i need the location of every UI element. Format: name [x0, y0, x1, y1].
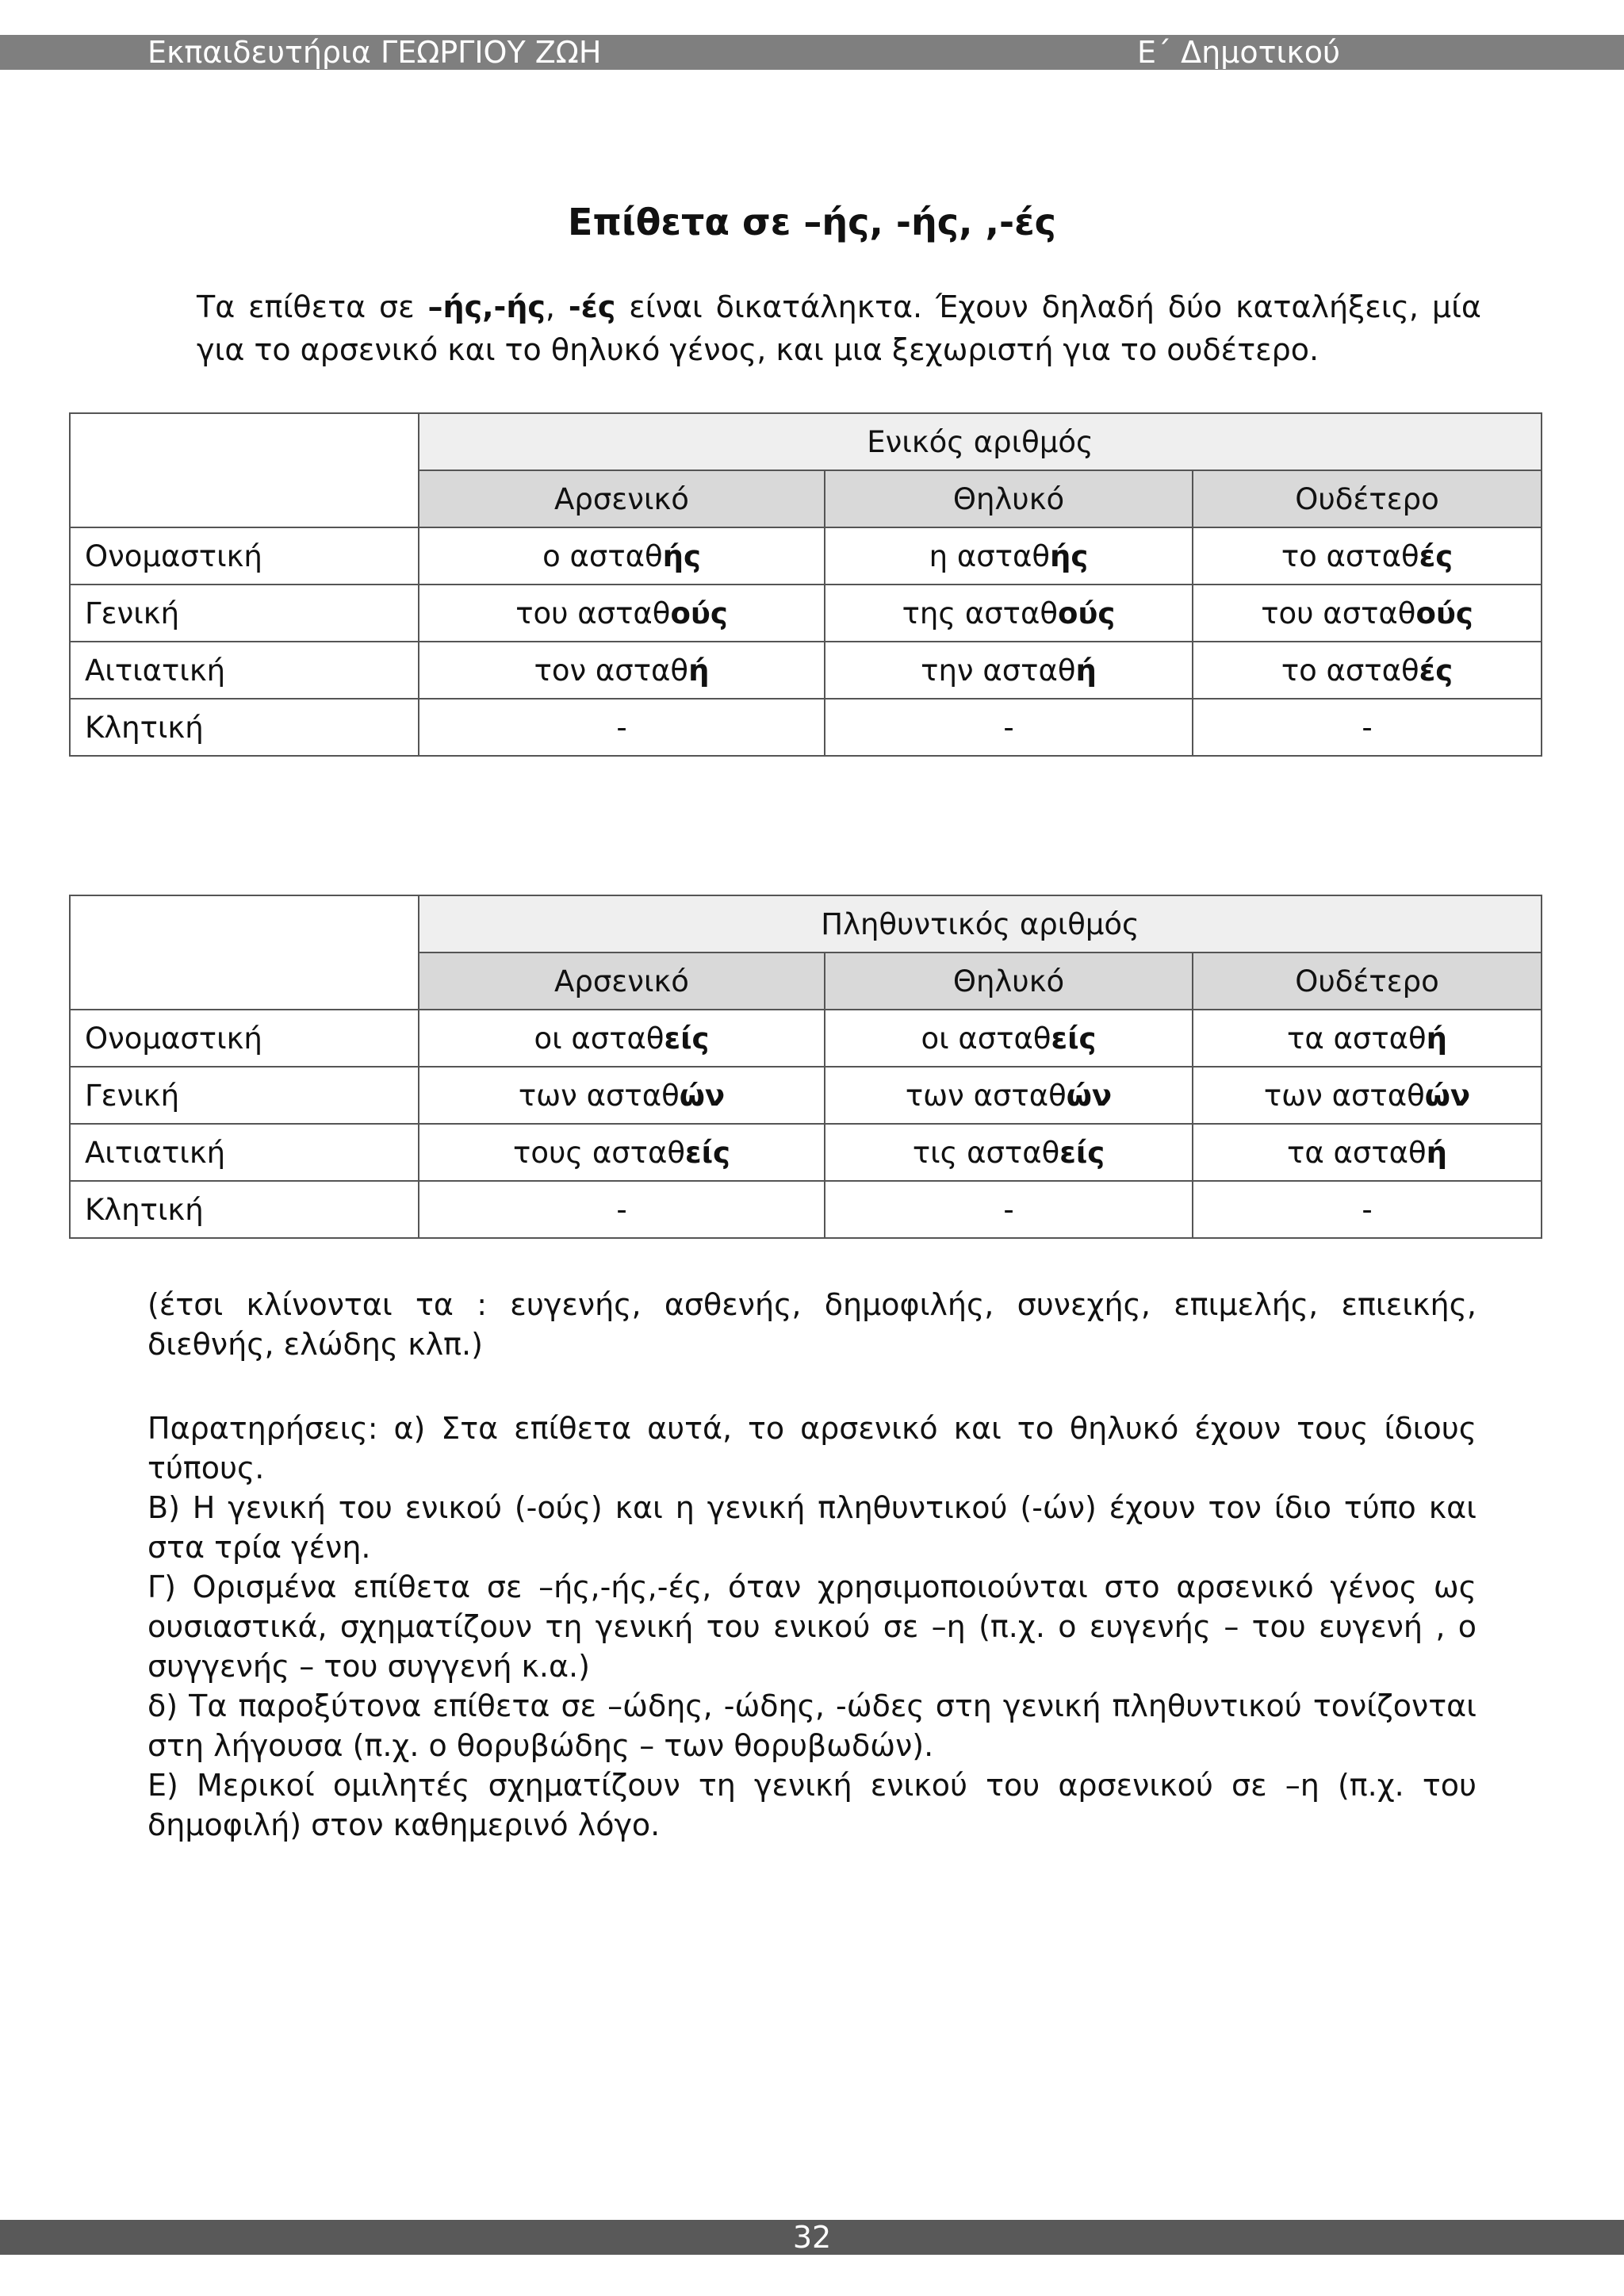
intro-text-3: είναι δικατάληκτα. Έχουν δηλαδή δύο καταλήξεις, μία για το αρσενικό και το θηλυκό γένος, και μια ξεχωριστή για το ουδέτερο.	[197, 289, 1481, 367]
table-row	[70, 642, 1542, 699]
gender-header-masculine: Αρσενικό	[419, 470, 825, 527]
table-row	[70, 1124, 1542, 1181]
intro-bold-1: –ής,-ής	[427, 289, 546, 324]
table-cell: το ασταθές	[1193, 527, 1542, 585]
note-item: Β) Η γενική του ενικού (-ούς) και η γενική πληθυντικού (-ών) έχουν τον ίδιο τύπο και στα τρία γένη.	[147, 1490, 1477, 1565]
table-cell: -	[1193, 1181, 1542, 1238]
plural-declension-table	[69, 895, 1542, 1239]
table-row	[70, 1010, 1542, 1067]
table-cell: της ασταθούς	[825, 585, 1193, 642]
table-corner-cell	[70, 413, 419, 527]
page-title: Επίθετα σε –ής, -ής, ,-ές	[568, 201, 1056, 243]
table-corner-cell	[70, 895, 419, 1010]
case-label-nominative: Ονομαστική	[70, 527, 419, 585]
table-row	[70, 527, 1542, 585]
table-row	[70, 1181, 1542, 1238]
plural-heading: Πληθυντικός αριθμός	[419, 895, 1542, 953]
case-label-nominative: Ονομαστική	[70, 1010, 419, 1067]
table-cell: -	[825, 1181, 1193, 1238]
table-cell: τα ασταθή	[1193, 1010, 1542, 1067]
singular-heading: Ενικός αριθμός	[419, 413, 1542, 470]
intro-bold-2: -ές	[568, 289, 616, 324]
gender-header-feminine: Θηλυκό	[825, 470, 1193, 527]
table-cell: το ασταθές	[1193, 642, 1542, 699]
note-item: Γ) Ορισμένα επίθετα σε –ής,-ής,-ές, όταν χρησιμοποιούνται στο αρσενικό γένος ως ουσιαστικά, σχηματίζουν τη γενική του ενικού σε –η (π.χ. ο ευγενής – του ευγενή , ο συγγενής – του συγγενή κ.α.)	[147, 1570, 1477, 1684]
table-row	[70, 585, 1542, 642]
footer-bar	[0, 2220, 1624, 2255]
case-label-vocative: Κλητική	[70, 1181, 419, 1238]
singular-declension-table	[69, 412, 1542, 757]
table-cell: των ασταθών	[825, 1067, 1193, 1124]
gender-header-neuter: Ουδέτερο	[1193, 470, 1542, 527]
page-number: 32	[792, 2220, 832, 2255]
table-cell: των ασταθών	[419, 1067, 825, 1124]
table-cell: -	[419, 699, 825, 756]
note-item: Παρατηρήσεις: α) Στα επίθετα αυτά, το αρσενικό και το θηλυκό έχουν τους ίδιους τύπους.	[147, 1411, 1477, 1485]
intro-text-2: ,	[545, 289, 569, 324]
gender-header-neuter: Ουδέτερο	[1193, 953, 1542, 1010]
table-cell: τον ασταθή	[419, 642, 825, 699]
case-label-accusative: Αιτιατική	[70, 1124, 419, 1181]
intro-paragraph	[197, 286, 1481, 371]
table-row	[70, 1067, 1542, 1124]
header-bar	[0, 35, 1624, 70]
examples-paragraph: (έτσι κλίνονται τα : ευγενής, ασθενής, δημοφιλής, συνεχής, επιμελής, επιεικής, διεθνής, ελώδης κλπ.)	[147, 1287, 1477, 1362]
table-cell: οι ασταθείς	[825, 1010, 1193, 1067]
table-cell: τις ασταθείς	[825, 1124, 1193, 1181]
table-cell: οι ασταθείς	[419, 1010, 825, 1067]
case-label-genitive: Γενική	[70, 1067, 419, 1124]
note-item: δ) Τα παροξύτονα επίθετα σε –ώδης, -ώδης, -ώδες στη γενική πληθυντικού τονίζονται στη λήγουσα (π.χ. ο θορυβώδης – των θορυβωδών).	[147, 1688, 1477, 1763]
note-item: Ε) Μερικοί ομιλητές σχηματίζουν τη γενική ενικού του αρσενικού σε –η (π.χ. του δημοφιλή) στον καθημερινό λόγο.	[147, 1768, 1477, 1842]
table-cell: -	[1193, 699, 1542, 756]
table-cell: του ασταθούς	[419, 585, 825, 642]
case-label-accusative: Αιτιατική	[70, 642, 419, 699]
gender-header-masculine: Αρσενικό	[419, 953, 825, 1010]
table-cell: τους ασταθείς	[419, 1124, 825, 1181]
gender-header-feminine: Θηλυκό	[825, 953, 1193, 1010]
intro-text-1: Τα επίθετα σε	[197, 289, 428, 324]
case-label-vocative: Κλητική	[70, 699, 419, 756]
notes-section	[147, 1409, 1477, 1845]
table-cell: η ασταθής	[825, 527, 1193, 585]
table-cell: του ασταθούς	[1193, 585, 1542, 642]
table-cell: των ασταθών	[1193, 1067, 1542, 1124]
grade-label: Ε΄ Δημοτικού	[1137, 35, 1340, 70]
case-label-genitive: Γενική	[70, 585, 419, 642]
table-cell: την ασταθή	[825, 642, 1193, 699]
table-cell: -	[825, 699, 1193, 756]
school-name: Εκπαιδευτήρια ΓΕΩΡΓΙΟΥ ΖΩΗ	[147, 35, 602, 70]
table-cell: -	[419, 1181, 825, 1238]
table-cell: ο ασταθής	[419, 527, 825, 585]
table-row	[70, 699, 1542, 756]
table-cell: τα ασταθή	[1193, 1124, 1542, 1181]
